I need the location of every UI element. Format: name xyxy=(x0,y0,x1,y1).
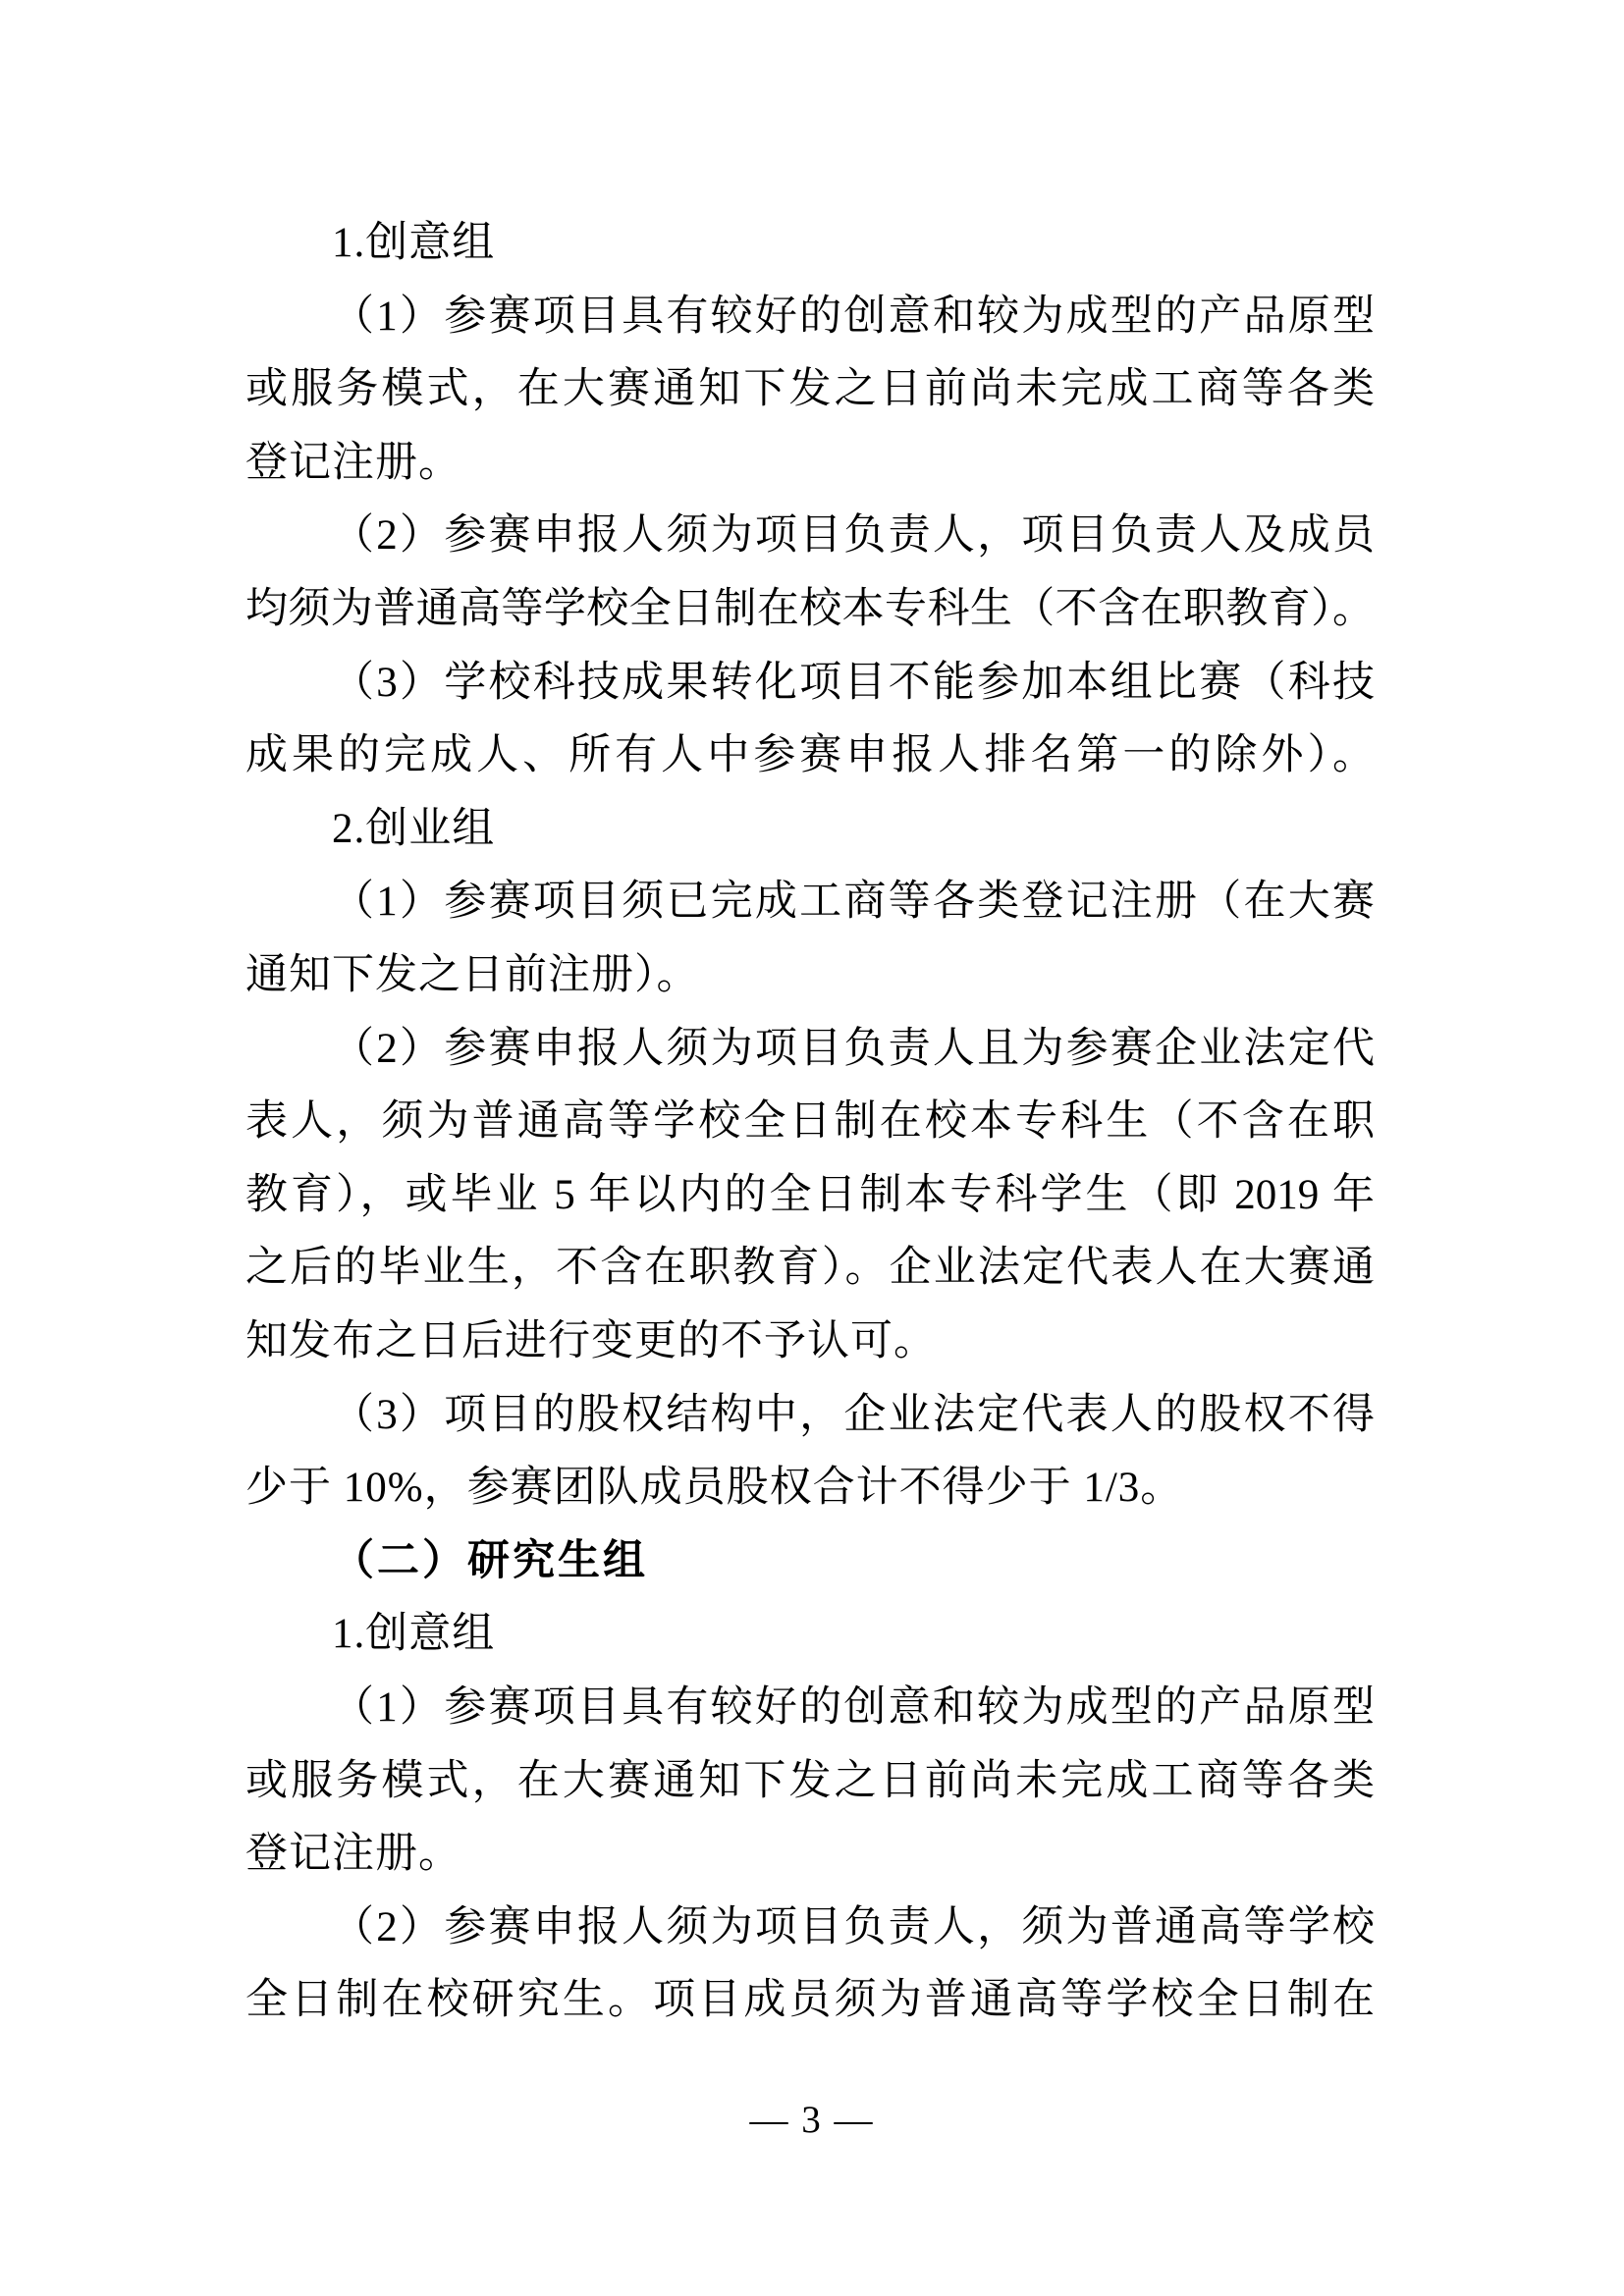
text-line: 均须为普通高等学校全日制在校本专科生（不含在职教育）。 xyxy=(245,586,1375,632)
text-line: 1.创意组 xyxy=(332,220,496,266)
text-line: 全日制在校研究生。项目成员须为普通高等学校全日制在 xyxy=(245,1977,1375,2024)
text-line: 登记注册。 xyxy=(245,439,461,486)
text-line: （二）研究生组 xyxy=(332,1537,648,1584)
text-line: （1）参赛项目具有较好的创意和较为成型的产品原型 xyxy=(332,293,1375,340)
text-line: 1.创意组 xyxy=(332,1611,496,1658)
text-line: 表人，须为普通高等学校全日制在校本专科生（不含在职 xyxy=(245,1098,1375,1146)
text-line: 或服务模式，在大赛通知下发之日前尚未完成工商等各类 xyxy=(245,366,1375,413)
text-line: 成果的完成人、所有人中参赛申报人排名第一的除外）。 xyxy=(245,732,1375,779)
text-line: 2.创业组 xyxy=(332,805,496,852)
text-line: （3）项目的股权结构中，企业法定代表人的股权不得 xyxy=(332,1391,1375,1438)
text-line: 或服务模式，在大赛通知下发之日前尚未完成工商等各类 xyxy=(245,1757,1375,1804)
text-line: （2）参赛申报人须为项目负责人，须为普通高等学校 xyxy=(332,1903,1375,1950)
page-number: — 3 — xyxy=(749,2099,875,2141)
text-line: （2）参赛申报人须为项目负责人且为参赛企业法定代 xyxy=(332,1025,1375,1072)
text-line: 知发布之日后进行变更的不予认可。 xyxy=(245,1318,937,1364)
text-line: （3）学校科技成果转化项目不能参加本组比赛（科技 xyxy=(332,659,1375,706)
text-line: 少于 10%，参赛团队成员股权合计不得少于 1/3。 xyxy=(245,1465,1184,1512)
text-line: （1）参赛项目具有较好的创意和较为成型的产品原型 xyxy=(332,1684,1375,1731)
text-line: （2）参赛申报人须为项目负责人，项目负责人及成员 xyxy=(332,512,1375,560)
text-line: 教育），或毕业 5 年以内的全日制本专科学生（即 2019 年 xyxy=(245,1171,1375,1218)
text-line: （1）参赛项目须已完成工商等各类登记注册（在大赛 xyxy=(332,879,1375,926)
text-line: 登记注册。 xyxy=(245,1831,461,1878)
text-line: 通知下发之日前注册）。 xyxy=(245,952,700,998)
text-line: 之后的毕业生，不含在职教育）。企业法定代表人在大赛通 xyxy=(245,1245,1375,1292)
